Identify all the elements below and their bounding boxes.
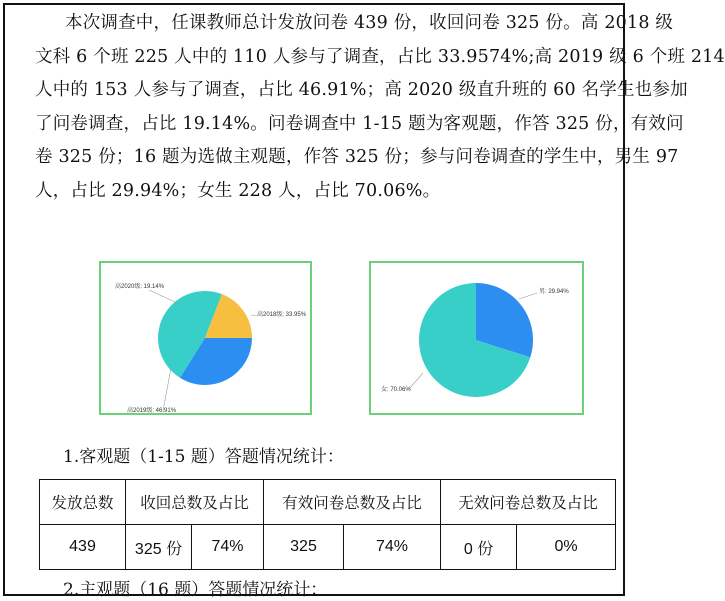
cell-valid-count: 325: [264, 525, 344, 570]
grade-pie-svg: [101, 263, 310, 413]
paragraph-line: 卷 325 份；16 题为选做主观题，作答 325 份；参与问卷调查的学生中，男生 97: [35, 147, 679, 168]
cell-invalid-count: 0 份: [441, 525, 517, 570]
header-valid: 有效问卷总数及占比: [264, 480, 441, 525]
gender-pie-svg: [371, 263, 582, 413]
cell-returned-percent: 74%: [192, 525, 264, 570]
header-invalid: 无效问卷总数及占比: [441, 480, 616, 525]
pie-leader-line: [163, 368, 171, 411]
paragraph-line: 人中的 153 人参与了调查，占比 46.91%；高 2020 级直升班的 60 名学生也参加: [35, 80, 688, 101]
subjective-heading: 2.主观题（16 题）答题情况统计：: [63, 580, 328, 600]
cell-invalid-percent: 0%: [517, 525, 616, 570]
pie-data-label: 女: 70.06%: [381, 387, 411, 393]
pie-leader-line: [409, 373, 423, 389]
cell-returned-count: 325 份: [126, 525, 192, 570]
pie-leader-line: [519, 293, 537, 299]
pie-data-label: 高2018级: 33.95%: [257, 312, 307, 318]
cell-valid-percent: 74%: [344, 525, 441, 570]
header-returned: 收回总数及占比: [126, 480, 264, 525]
survey-paragraph: [35, 7, 725, 209]
pie-data-label: 高2019级: 46.91%: [127, 408, 177, 414]
grade-pie-chart: [99, 261, 312, 415]
objective-stats-table: [39, 479, 616, 570]
paragraph-line: 人，占比 29.94%；女生 228 人，占比 70.06%。: [35, 180, 441, 201]
document-page: [3, 3, 725, 600]
cell-total-issued: 439: [40, 525, 126, 570]
pie-leader-line: [149, 290, 177, 303]
header-total-issued: 发放总数: [40, 480, 126, 525]
paragraph-line: 本次调查中，任课教师总计发放问卷 439 份，收回问卷 325 份。高 2018 级: [65, 13, 674, 33]
pie-data-label: 男: 29.94%: [539, 289, 569, 295]
pie-data-label: 高2020级: 19.14%: [115, 284, 165, 290]
gender-pie-chart: [369, 261, 584, 415]
table-header-row: [40, 480, 616, 525]
paragraph-line: 了问卷调查，占比 19.14%。问卷调查中 1-15 题为客观题，作答 325 份，有效问: [35, 113, 684, 134]
paragraph-line: 文科 6 个班 225 人中的 110 人参与了调查，占比 33.9574%;高 2019 级 6 个班 214: [35, 46, 725, 67]
table-row: [40, 525, 616, 570]
objective-heading: 1.客观题（1-15 题）答题情况统计：: [63, 447, 344, 467]
